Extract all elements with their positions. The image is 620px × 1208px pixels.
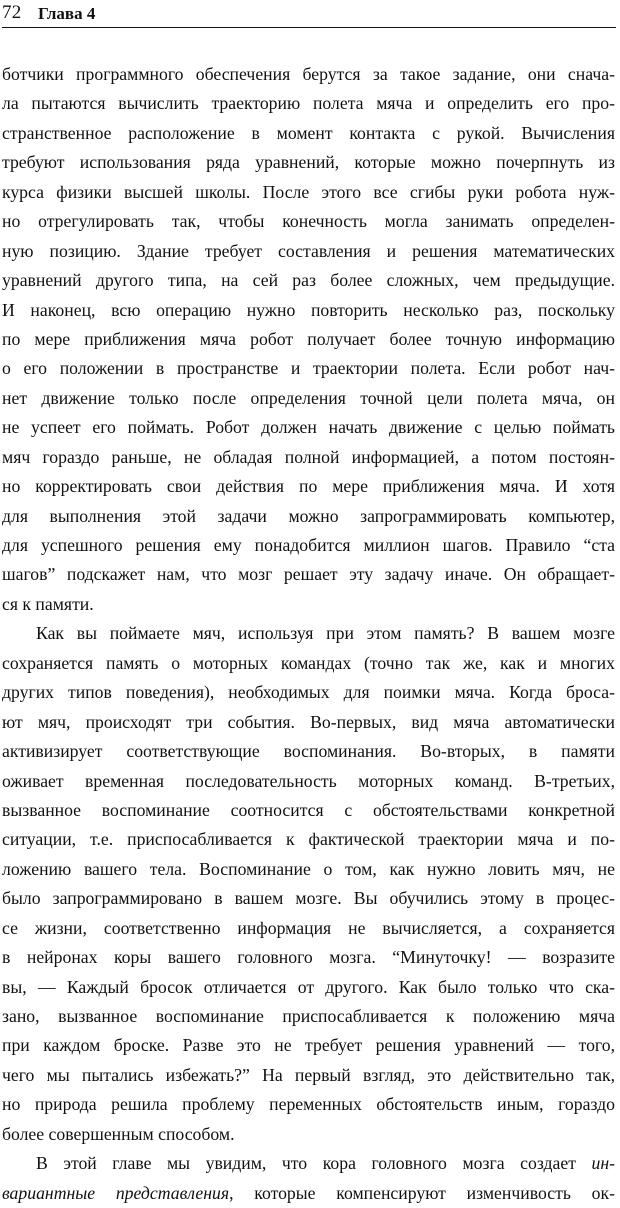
header-rule: [2, 27, 616, 28]
paragraph-2: [2, 619, 615, 1149]
text-line: в нейронах коры вашего головного мозга. “Минуточку! — возразите: [2, 947, 615, 968]
running-header: [2, 2, 616, 32]
text-line: но отрегулировать так, чтобы конечность могла занимать определен-: [2, 211, 615, 232]
body-text: [2, 60, 615, 1208]
text-line: вызванное воспоминание соотносится с обстоятельствами конкретной: [2, 799, 615, 820]
text-run: , которые компенсируют изменчивость ок-: [229, 1182, 615, 1203]
text-line: но природа решила проблему переменных обстоятельств иным, гораздо: [2, 1094, 615, 1115]
text-line: других типов поведения), необходимых для поимки мяча. Когда броса-: [2, 682, 615, 703]
italic-term: ин-: [591, 1153, 615, 1174]
text-line: ся к памяти.: [2, 593, 94, 614]
text-line: ситуации, т.е. приспосабливается к фактической траектории мяча и по-: [2, 829, 615, 850]
text-line: но корректировать свои действия по мере приближения мяча. И хотя: [2, 476, 615, 497]
text-line: не успеет его поймать. Робот должен начать движение с целью поймать: [2, 417, 615, 438]
text-line: сохраняется память о моторных командах (точно так же, как и многих: [2, 652, 615, 673]
paragraph-1: [2, 60, 615, 619]
text-line: для выполнения этой задачи можно запрограммировать компьютер,: [2, 505, 615, 526]
text-line: чего мы пытались избежать?” На первый взгляд, это действительно так,: [2, 1064, 615, 1085]
text-line: ложению вашего тела. Воспоминание о том, как нужно ловить мяч, не: [2, 858, 615, 879]
text-line: ботчики программного обеспечения берутся за такое задание, они снача-: [2, 64, 615, 84]
text-line: оживает временная последовательность моторных команд. В-третьих,: [2, 770, 615, 791]
text-line: о его положении в пространстве и траектории полета. Если робот нач-: [2, 358, 615, 379]
text-line: се жизни, соответственно информация не вычисляется, а сохраняется: [2, 917, 615, 938]
text-line: было запрограммировано в вашем мозге. Вы обучились этому в процес-: [2, 888, 615, 909]
text-line: требуют использования ряда уравнений, которые можно почерпнуть из: [2, 152, 615, 173]
text-line: более совершенным способом.: [2, 1123, 235, 1144]
text-line: курса физики высшей школы. После этого все сгибы руки робота нуж-: [2, 181, 615, 202]
text-line: по мере приближения мяча робот получает более точную информацию: [2, 328, 615, 349]
text-line: ную позицию. Здание требует составления и решения математических: [2, 240, 615, 261]
text-line: ют мяч, происходят три события. Во-первых, вид мяча автоматически: [2, 711, 615, 732]
text-line: вы, — Каждый бросок отличается от другого. Как было только что ска-: [2, 976, 615, 997]
text-line: для успешного решения ему понадобится миллион шагов. Правило “ста: [2, 535, 615, 555]
text-line: при каждом броске. Разве это не требует решения уравнений — того,: [2, 1035, 615, 1056]
text-line: уравнений другого типа, на сей раз более сложных, чем предыдущие.: [2, 270, 615, 291]
text-line: зано, вызванное воспоминание приспосабливается к положению мяча: [2, 1006, 615, 1026]
text-line: ла пытаются вычислить траекторию полета мяча и определить его про-: [2, 93, 615, 114]
text-line: [2, 1149, 615, 1178]
italic-term: вариантные представления: [2, 1182, 230, 1203]
text-run: В этой главе мы увидим, что кора головного мозга создает: [36, 1153, 592, 1174]
text-line: шагов” подскажет нам, что мозг решает эту задачу иначе. Он обращает-: [2, 564, 615, 585]
text-line: [2, 1179, 615, 1208]
text-line: мяч гораздо раньше, не обладая полной информацией, а потом постоян-: [2, 446, 615, 467]
chapter-title: Глава 4: [38, 4, 96, 23]
text-line: Как вы поймаете мяч, используя при этом память? В вашем мозге: [36, 623, 615, 644]
page-number: 72: [2, 2, 22, 23]
text-line: странственное расположение в момент контакта с рукой. Вычисления: [2, 122, 615, 143]
text-line: И наконец, всю операцию нужно повторить несколько раз, поскольку: [2, 299, 615, 320]
paragraph-3: [2, 1149, 615, 1208]
text-line: нет движение только после определения точной цели полета мяча, он: [2, 387, 615, 408]
text-line: активизирует соответствующие воспоминания. Во-вторых, в памяти: [2, 741, 615, 762]
